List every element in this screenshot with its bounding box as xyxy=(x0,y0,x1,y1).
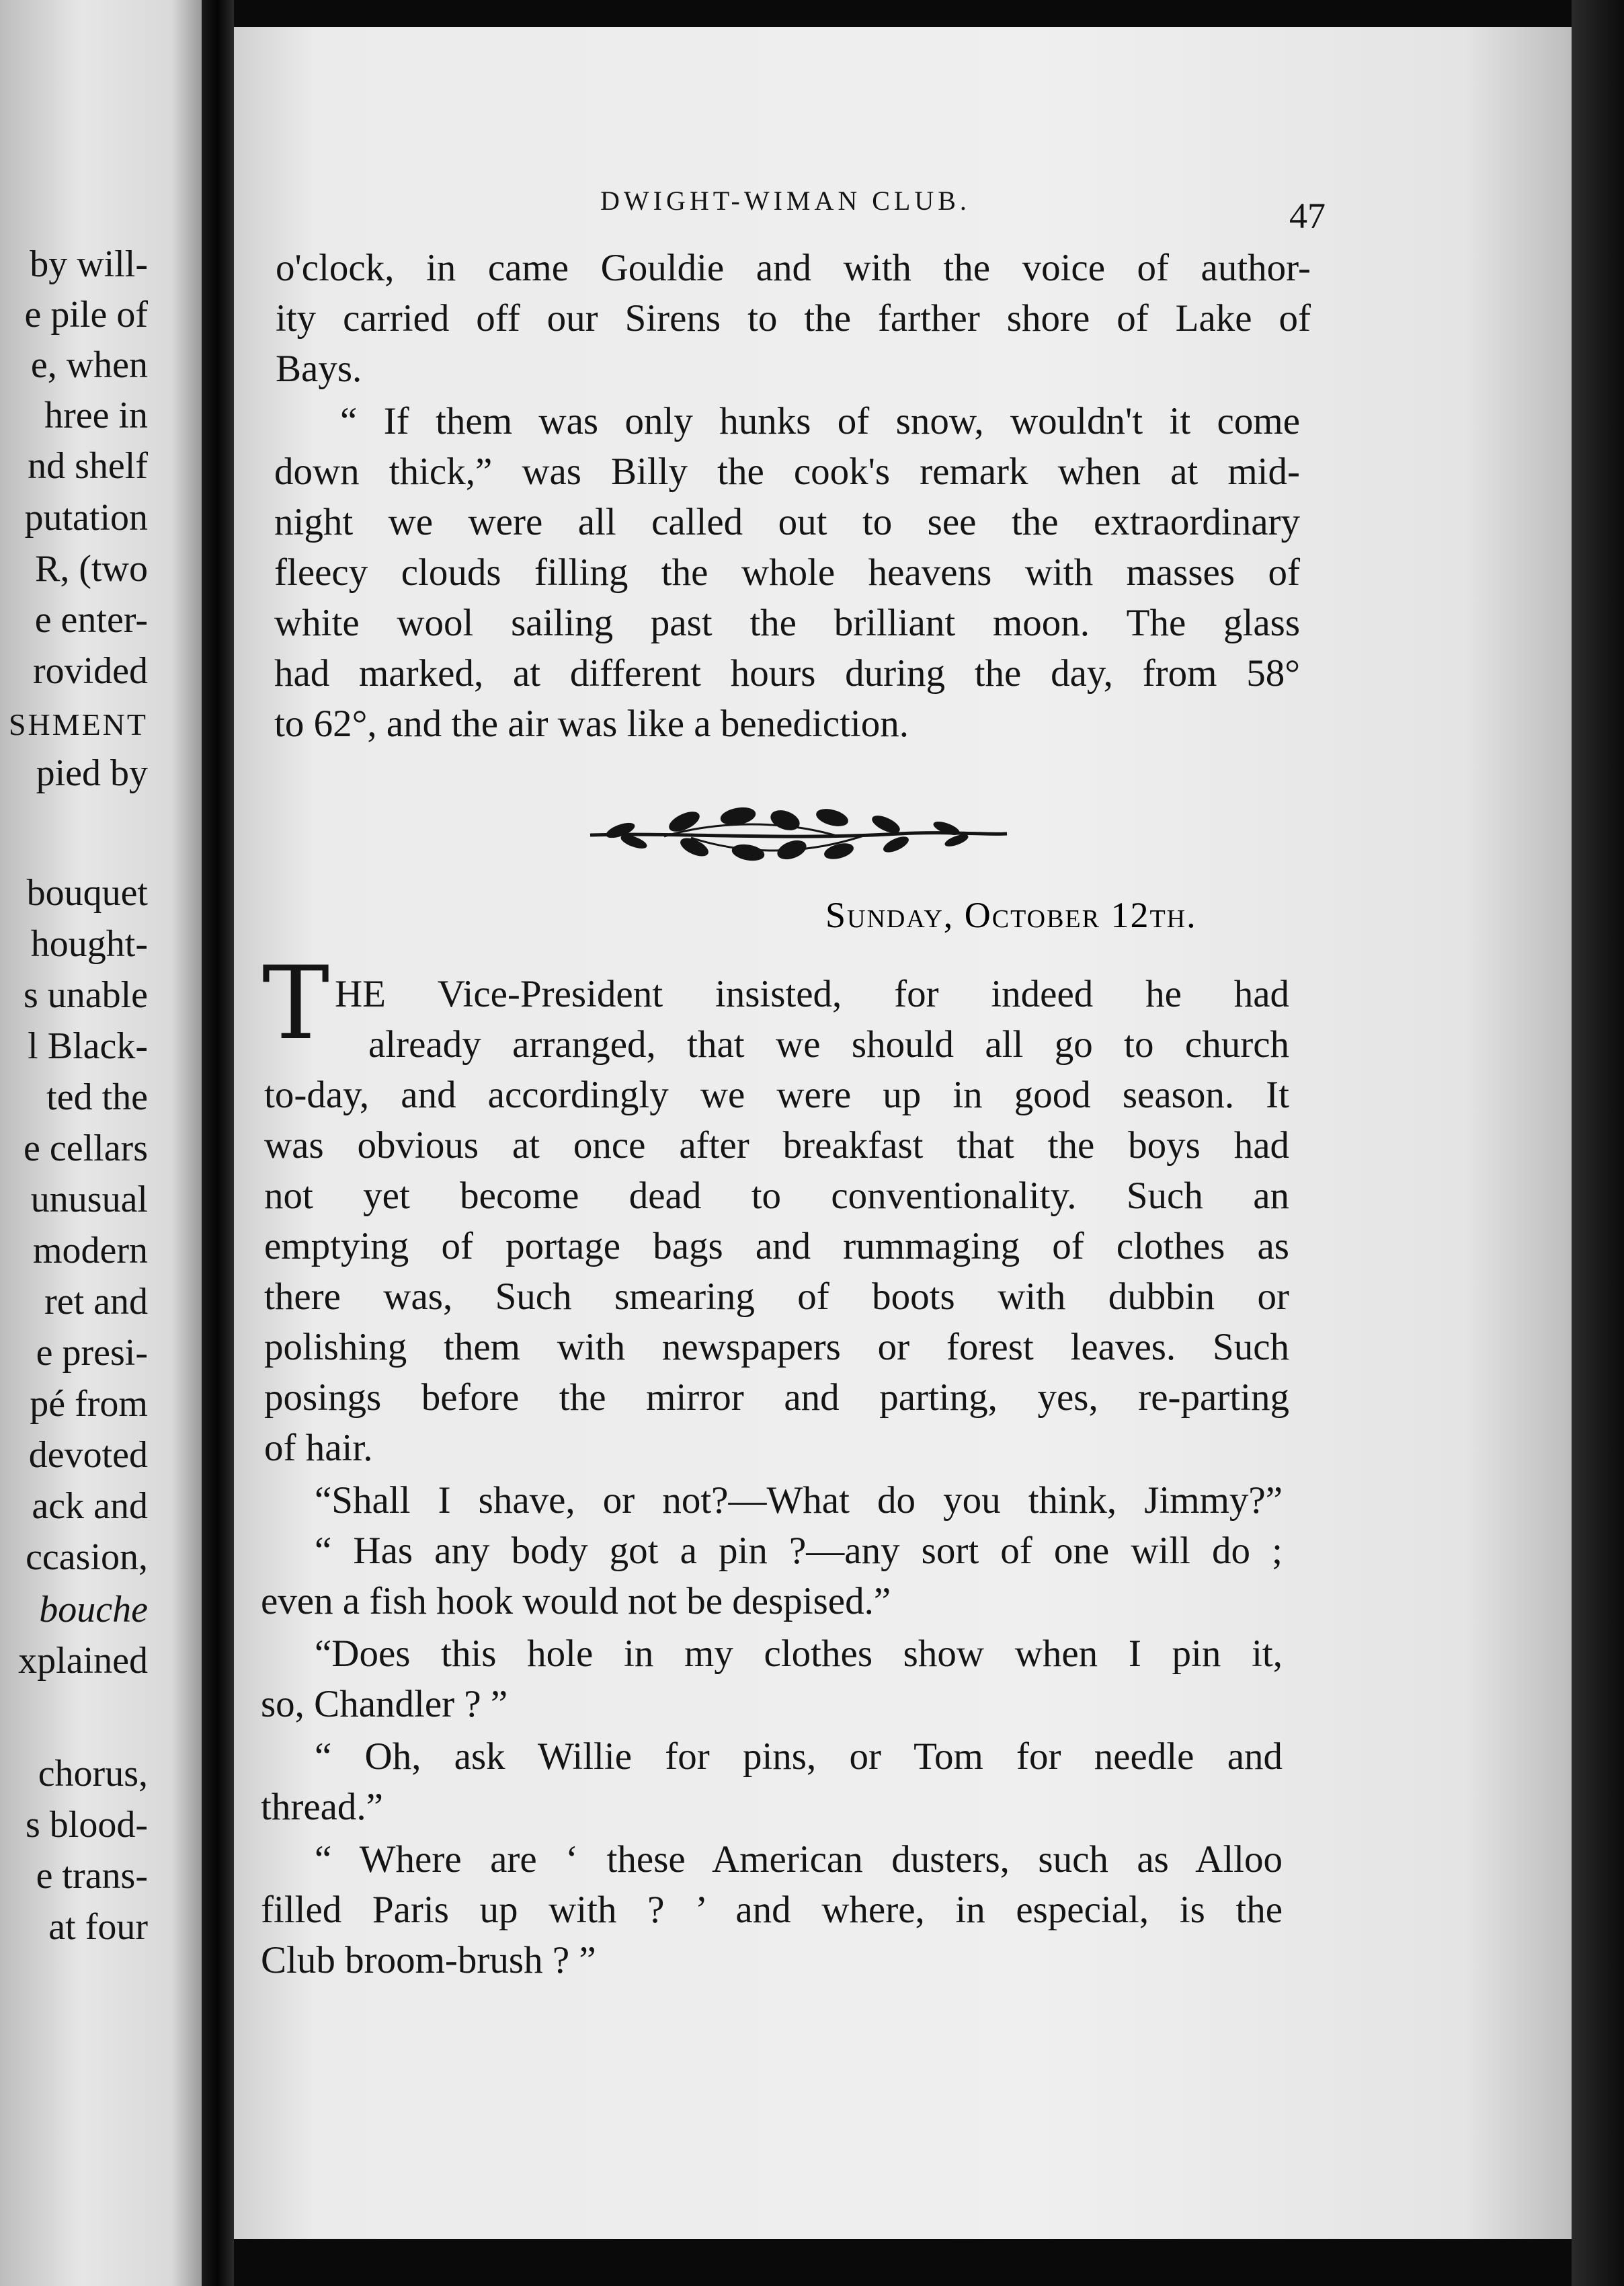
dialogue-line: thread.” xyxy=(261,1786,383,1828)
left-page-line: e enter- xyxy=(34,599,148,641)
left-page-line: pé from xyxy=(30,1383,148,1425)
text-line: “ If them was only hunks of snow, wouldn't it come xyxy=(340,400,1300,442)
left-page-line: l Black- xyxy=(28,1025,148,1067)
left-page-line: chorus, xyxy=(38,1753,148,1795)
left-page-line: putation xyxy=(24,497,148,539)
left-page-line: modern xyxy=(32,1230,148,1271)
leaf-vine-ornament-icon xyxy=(583,793,1014,874)
left-page-line: hree in xyxy=(44,395,148,436)
dialogue-line: so, Chandler ? ” xyxy=(261,1683,508,1725)
book-page xyxy=(234,27,1572,2239)
text-line: Bays. xyxy=(276,348,362,390)
text-line: night we were all called out to see the extraordinary xyxy=(274,501,1300,543)
dialogue-line: Club broom-brush ? ” xyxy=(261,1939,596,1981)
left-page-line: pied by xyxy=(36,752,148,794)
dialogue-line: “ Oh, ask Willie for pins, or Tom for needle and xyxy=(315,1735,1283,1778)
left-page-line: SHMENT xyxy=(8,707,148,742)
left-page-line: e presi- xyxy=(36,1332,148,1374)
text-line: polishing them with newspapers or forest leaves. Such xyxy=(264,1326,1289,1368)
text-line: there was, Such smearing of boots with dubbin or xyxy=(264,1275,1289,1318)
section-heading: Sunday, October 12th. xyxy=(825,895,1197,935)
left-page-line: bouquet xyxy=(26,872,148,914)
text-line: HE Vice-President insisted, for indeed he had xyxy=(335,973,1289,1015)
left-page-fragment xyxy=(0,0,202,2286)
text-line: of hair. xyxy=(264,1427,373,1469)
text-line: to 62°, and the air was like a benediction. xyxy=(274,703,909,745)
left-page-line: rovided xyxy=(32,650,148,692)
text-line: had marked, at different hours during the day, from 58° xyxy=(274,652,1300,695)
dialogue-line: “Does this hole in my clothes show when I pin it, xyxy=(315,1632,1283,1675)
dialogue-line: even a fish hook would not be despised.” xyxy=(261,1580,891,1622)
dialogue-line: “ Where are ‘ these American dusters, such as Alloo xyxy=(315,1838,1283,1881)
left-page-line: unusual xyxy=(30,1179,148,1220)
left-page-line: ret and xyxy=(44,1281,148,1323)
left-page-line: ack and xyxy=(32,1485,148,1527)
left-page-line: nd shelf xyxy=(28,445,148,487)
running-head: DWIGHT-WIMAN CLUB. xyxy=(600,186,971,216)
dialogue-line: “Shall I shave, or not?—What do you think, Jimmy?” xyxy=(315,1479,1283,1522)
left-page-line: hought- xyxy=(30,923,148,965)
page-edge-shadow xyxy=(1572,0,1624,2286)
text-line: posings before the mirror and parting, yes, re-parting xyxy=(264,1376,1289,1419)
left-page-line: devoted xyxy=(28,1434,148,1476)
page-number: 47 xyxy=(1289,196,1326,236)
left-page-line: e trans- xyxy=(36,1855,148,1897)
left-page-line: bouche xyxy=(39,1589,148,1630)
text-line: o'clock, in came Gouldie and with the voice of author- xyxy=(276,247,1311,289)
left-page-line: ted the xyxy=(46,1076,148,1118)
left-page-line: e cellars xyxy=(24,1128,148,1169)
text-line: emptying of portage bags and rummaging of clothes as xyxy=(264,1225,1289,1267)
left-page-line: xplained xyxy=(18,1640,148,1682)
text-line: white wool sailing past the brilliant moon. The glass xyxy=(274,602,1300,644)
left-page-line: e pile of xyxy=(24,294,148,336)
text-line: ity carried off our Sirens to the farther shore of Lake of xyxy=(276,297,1311,340)
left-page-line: ccasion, xyxy=(26,1536,148,1578)
drop-cap: T xyxy=(262,945,330,1062)
left-page-line: by will- xyxy=(30,243,148,285)
text-line: not yet become dead to conventionality. Such an xyxy=(264,1175,1289,1217)
text-line: was obvious at once after breakfast that the boys had xyxy=(264,1124,1289,1167)
text-line: to-day, and accordingly we were up in good season. It xyxy=(264,1074,1289,1116)
left-page-line: s blood- xyxy=(26,1804,148,1846)
text-line: down thick,” was Billy the cook's remark when at mid- xyxy=(274,450,1300,493)
left-page-line: at four xyxy=(48,1906,148,1948)
book-gutter xyxy=(202,0,234,2286)
left-page-line: s unable xyxy=(23,974,148,1016)
dialogue-line: filled Paris up with ? ’ and where, in especial, is the xyxy=(261,1889,1283,1931)
dialogue-line: “ Has any body got a pin ?—any sort of one will do ; xyxy=(315,1530,1283,1572)
left-page-line: e, when xyxy=(30,344,148,386)
left-page-line: R, (two xyxy=(35,548,148,590)
text-line: already arranged, that we should all go to church xyxy=(368,1023,1289,1066)
text-line: fleecy clouds filling the whole heavens with masses of xyxy=(274,551,1300,594)
